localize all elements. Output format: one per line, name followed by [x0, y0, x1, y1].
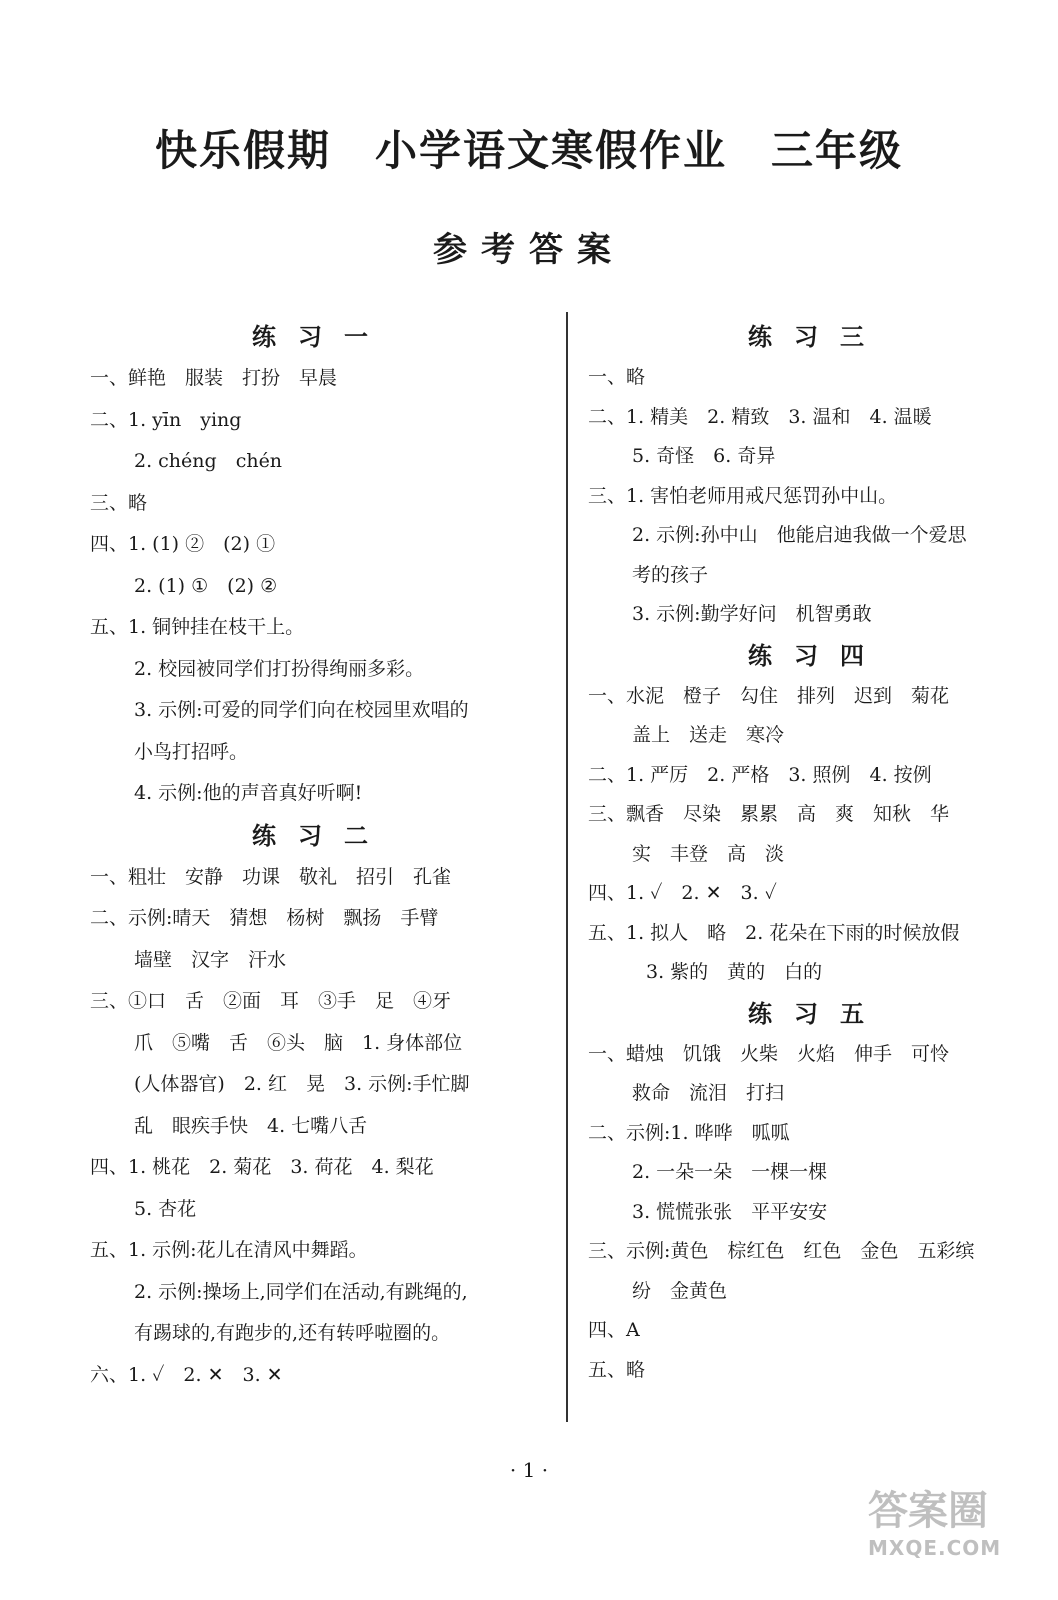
answer-line: 爪 ⑤嘴 舌 ⑥头 脑 1. 身体部位	[134, 1031, 463, 1054]
answer-line: 二、示例:晴天 猜想 杨树 飘扬 手臂	[90, 907, 439, 929]
answer-line: 盖上 送走 寒冷	[632, 724, 785, 746]
title-part-2: 小学语文寒假作业	[374, 126, 727, 175]
answer-line: 考的孩子	[632, 563, 709, 586]
answer-line: 2. chéng chén	[134, 450, 283, 472]
answer-line: 四、1. 桃花 2. 菊花 3. 荷花 4. 梨花	[90, 1156, 434, 1178]
answer-line: 乱 眼疾手快 4. 七嘴八舌	[134, 1114, 368, 1137]
watermark-logo	[868, 1486, 1038, 1582]
answer-line: 5. 奇怪 6. 奇异	[632, 445, 776, 467]
answer-line: 二、1. 精美 2. 精致 3. 温和 4. 温暖	[588, 405, 932, 428]
answer-line: 五、1. 拟人 略 2. 花朵在下雨的时候放假	[588, 921, 960, 944]
answer-line: 2. (1) ① (2) ②	[134, 574, 278, 597]
section-title: 练习三	[748, 323, 886, 351]
page-subtitle: 参考答案	[433, 230, 625, 270]
section-title: 练习四	[748, 641, 886, 670]
left-column	[90, 316, 552, 1396]
answer-line: 四、A	[588, 1319, 640, 1341]
section-title: 练习五	[748, 999, 886, 1028]
answer-line: 一、蜡烛 饥饿 火柴 火焰 伸手 可怜	[588, 1042, 950, 1065]
answer-line: 一、略	[588, 366, 646, 388]
answer-line: 2. 一朵一朵 一棵一棵	[632, 1161, 828, 1183]
answer-line: 实 丰登 高 淡	[632, 842, 785, 865]
answer-line: 五、1. 示例:花儿在清风中舞蹈。	[90, 1239, 368, 1261]
answer-line: 三、略	[90, 491, 148, 514]
answer-line: 2. 示例:孙中山 他能启迪我做一个爱思	[632, 524, 967, 546]
answer-line: 五、略	[588, 1358, 646, 1381]
answer-line: 一、水泥 橙子 勾住 排列 迟到 菊花	[588, 684, 950, 707]
answer-line: 四、1. (1) ② (2) ①	[90, 533, 276, 555]
answer-line: 3. 示例:可爱的同学们向在校园里欢唱的	[134, 699, 469, 721]
section-title: 练习二	[252, 821, 390, 850]
page-title	[0, 118, 1058, 178]
title-part-3: 三年级	[771, 126, 904, 175]
answer-line: 二、1. 严厉 2. 严格 3. 照例 4. 按例	[588, 763, 932, 786]
column-divider	[566, 312, 568, 1422]
answer-line: 三、①口 舌 ②面 耳 ③手 足 ④牙	[90, 990, 452, 1012]
title-part-1: 快乐假期	[154, 126, 331, 175]
answer-line: 救命 流泪 打扫	[632, 1082, 785, 1104]
answer-line: 2. 示例:操场上,同学们在活动,有跳绳的,	[134, 1280, 468, 1303]
answer-line: 小鸟打招呼。	[134, 740, 249, 763]
answer-line: (人体器官) 2. 红 晃 3. 示例:手忙脚	[134, 1073, 470, 1095]
answer-line: 5. 杏花	[134, 1197, 197, 1220]
answer-line: 4. 示例:他的声音真好听啊!	[134, 782, 363, 804]
watermark-url: MXQE.COM	[868, 1536, 1002, 1560]
page-number: · 1 ·	[509, 1458, 549, 1482]
answer-line: 六、1. ✓ 2. ✕ 3. ✕	[90, 1363, 283, 1386]
answer-line: 四、1. ✓ 2. ✕ 3. ✓	[588, 882, 777, 904]
answer-line: 墙壁 汉字 汗水	[134, 948, 287, 971]
answer-line: 3. 慌慌张张 平平安安	[632, 1200, 828, 1223]
watermark-text: 答案圈	[868, 1488, 988, 1534]
answer-line: 3. 紫的 黄的 白的	[646, 961, 823, 983]
answer-line: 二、1. yīn ying	[90, 408, 242, 431]
answer-line: 一、鲜艳 服装 打扮 早晨	[90, 367, 338, 389]
section-title: 练习一	[252, 323, 390, 351]
answer-line: 一、粗壮 安静 功课 敬礼 招引 孔雀	[90, 865, 452, 888]
answer-line: 三、飘香 尽染 累累 高 爽 知秋 华	[588, 803, 950, 825]
answer-line: 3. 示例:勤学好问 机智勇敢	[632, 603, 872, 625]
answer-line: 五、1. 铜钟挂在枝干上。	[90, 616, 305, 638]
right-column	[588, 316, 1046, 1390]
answer-line: 有踢球的,有跑步的,还有转呼啦圈的。	[134, 1322, 451, 1344]
answer-line: 三、示例:黄色 棕红色 红色 金色 五彩缤	[588, 1240, 975, 1262]
answer-line: 三、1. 害怕老师用戒尺惩罚孙中山。	[588, 484, 898, 507]
answer-line: 2. 校园被同学们打扮得绚丽多彩。	[134, 657, 425, 680]
answer-line: 二、示例:1. 哗哗 呱呱	[588, 1121, 790, 1144]
answer-line: 纷 金黄色	[632, 1279, 728, 1302]
